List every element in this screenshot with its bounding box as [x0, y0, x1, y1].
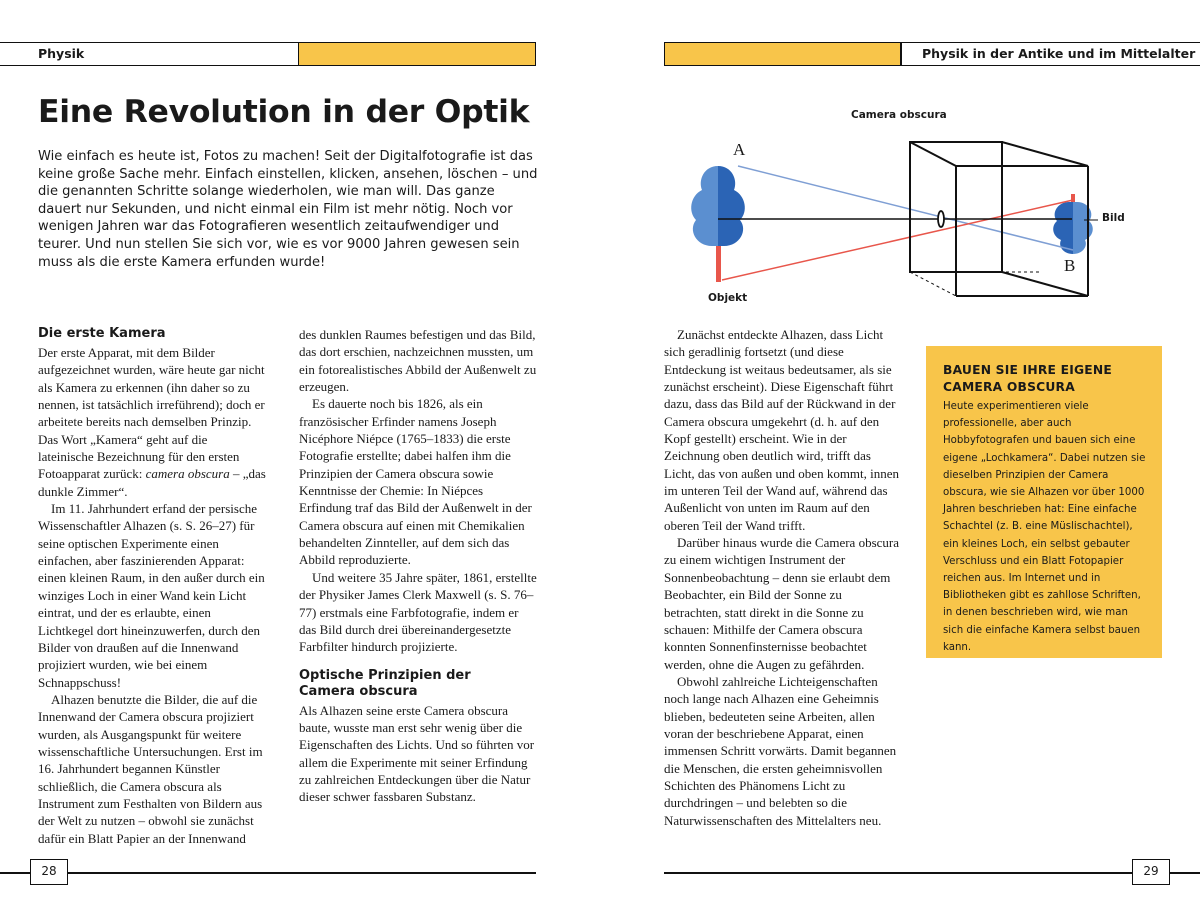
- info-box-title: BAUEN SIE IHRE EIGENE CAMERA OBSCURA: [943, 363, 1112, 394]
- header-left-yellow-bar: [298, 42, 536, 66]
- label-a: A: [733, 140, 746, 159]
- paragraph: Es dauerte noch bis 1826, als ein französischer Erfinder namens Joseph Nicéphore Niépce (1765–1833) die erste Fotografie erstellte; dabei halfen ihm die Prinzipien der Camera obscura sowie Kenntnisse der Chemie: In Niépces Erfindung traf das Bild der Außenwelt in der Camera obscura auf einen mit Chemikalien behandelten Zinnteller, auf dem sich das Abbild reproduzierte.: [299, 396, 532, 568]
- footer-rule-left: [0, 872, 536, 874]
- tree-trunk: [716, 240, 721, 282]
- column-1: [38, 326, 266, 847]
- paragraph: Darüber hinaus wurde die Camera obscura zu einem wichtigen Instrument der Sonnenbeobachtung – denn sie erlaubt dem Beobachter, ein Bild der Sonne zu betrachten, statt direkt in die Sonne zu schauen: Mithilfe der Camera obscura konnten Sonnenfinsternisse beobachtet werden, ohne die Augen zu gefährden.: [664, 535, 899, 672]
- paragraph: Der erste Apparat, mit dem Bilder aufgezeichnet wurden, wäre heute gar nicht als Kamera zu erkennen (ihn daher so zu nennen, ist tatsächlich irreführend); doch er arbeitete bereits nach demselben Prinzip. Das Wort „Kamera“ geht auf die lateinische Bezeichnung für den ersten Fotoapparat zurück: camera obscura – „das dunkle Zimmer“.: [38, 345, 266, 499]
- heading-optical-principles: Optische Prinzipien der Camera obscura: [299, 667, 471, 699]
- section-label: Physik: [38, 46, 85, 61]
- paragraph: Und weitere 35 Jahre später, 1861, erstellte der Physiker James Clerk Maxwell (s. S. 76–77) erstmals eine Farbfotografie, indem er das Bild durch drei übereinandergesetzte Farbfilter hindurch projizierte.: [299, 569, 537, 655]
- header-left-label-box: [0, 42, 300, 66]
- diagram-title: Camera obscura: [851, 109, 947, 121]
- paragraph: Obwohl zahlreiche Lichteigenschaften noch lange nach Alhazen eine Geheimnis blieben, bedeuteten seine Arbeiten, allen voran der beschriebene Apparat, einen immensen Schritt vorwärts. Damit begannen die Menschen, die ersten geheimnisvollen Schichten des Phänomens Licht zu durchdringen – und belebten so die Naturwissenschaften des Mittelalters neu.: [664, 673, 897, 828]
- column-1-text: [38, 344, 266, 847]
- page-number-right: 29: [1132, 859, 1170, 885]
- column-2: [299, 326, 537, 806]
- intro-paragraph: Wie einfach es heute ist, Fotos zu machen! Seit der Digitalfotografie ist das keine große Sache mehr. Einfach einstellen, klicken, ansehen, löschen – und die genannten Schritte solange wiederholen, wie man will. Das ganze dauert nur Sekunden, und nicht einmal ein Film ist mehr nötig. Noch vor wenigen Jahren war das Fotografieren wesentlich zeitaufwendiger und teurer. Und nun stellen Sie sich vor, wie es vor 9000 Jahren gewesen sein muss als die erste Kamera erfunden wurde!: [38, 149, 538, 270]
- paragraph: Im 11. Jahrhundert erfand der persische Wissenschaftler Alhazen (s. S. 26–27) für seine optischen Experimente einen einfachen, aber faszinierenden Apparat: einen kleinen Raum, in den außer durch ein winziges Loch in einer Wand kein Licht eintrat, und der es erlaubte, einen Lichtkegel dort hineinzuwerfen, durch den Bilder von draußen auf die Innenwand projiziert wurden, wie bei einem Schnappschuss!: [38, 501, 265, 690]
- paragraph: Als Alhazen seine erste Camera obscura baute, wusste man erst sehr wenig über die Eigenschaften des Lichts. Und so führten vor allem die Experimente mit seiner Erfindung zu zahlreichen Entdeckungen über die Natur dieser schwer fassbaren Substanz.: [299, 702, 535, 805]
- chapter-label: Physik in der Antike und im Mittelalter: [922, 46, 1196, 61]
- column-3: [664, 326, 902, 829]
- column-2-text-b: [299, 702, 537, 806]
- heading-first-camera: Die erste Kamera: [38, 326, 166, 341]
- paragraph: Alhazen benutzte die Bilder, die auf die Innenwand der Camera obscura projiziert wurden, als Ausgangspunkt für weitere wissenschaftliche Untersuchungen. Erst im 16. Jahrhundert begannen Künstler schließlich, die Camera obscura als Instrument zum Festhalten von Bildern aus der Welt zu nutzen – obwohl sie zunächst dafür ein Blatt Papier an der Innenwand: [38, 691, 263, 846]
- red-ray: [722, 200, 1076, 280]
- info-box-text: Heute experimentieren viele professionelle, aber auch Hobbyfotografen und bauen sich eine eigene „Lochkamera“. Dabei nutzen sie dieselben Prinzipien der Camera obscura, wie sie Alhazen vor über 1000 Jahren beschrieben hat: Eine einfache Schachtel (z. B. eine Müslischachtel), ein kleines Loch, ein selbst gebauter Verschluss und ein Blatt Fotopapier reichen aus. Im Internet und in Bibliotheken gibt es zahllose Schriften, in denen beschrieben wird, wie man sich die einfache Kamera selbst bauen kann.: [943, 401, 1146, 653]
- header-right-yellow-bar: [664, 42, 902, 66]
- label-bild: Bild: [1102, 212, 1125, 224]
- column-3-text: [664, 326, 902, 829]
- footer-rule-right: [664, 872, 1200, 874]
- column-2-text: [299, 326, 537, 656]
- page-number-left: 28: [30, 859, 68, 885]
- label-b: B: [1064, 256, 1076, 275]
- header-right-label-box: [900, 42, 1200, 66]
- pinhole: [938, 211, 944, 227]
- page-title: Eine Revolution in der Optik: [38, 94, 530, 130]
- paragraph: des dunklen Raumes befestigen und das Bild, das dort erschien, nachzeichnen mussten, um ein fotorealistisches Abbild der Außenwelt zu erzeugen.: [299, 327, 537, 395]
- label-objekt: Objekt: [708, 292, 748, 304]
- paragraph: Zunächst entdeckte Alhazen, dass Licht sich geradlinig fortsetzt (und diese Entdeckung ist weitaus bedeutsamer, als sie zunächst erscheint). Diese Eigenschaft führt dazu, dass das Bild auf der Rückwand in der Camera obscura umgekehrt (d. h. auf den Kopf gestellt) erscheint. Wie in der Zeichnung oben deutlich wird, trifft das Licht, das von außen und oben kommt, innen im unteren Teil der Wand auf, während das Außenlicht von unten im Raum auf den oberen Teil der Wand trifft.: [664, 327, 900, 533]
- info-box: [926, 346, 1162, 658]
- blue-ray: [738, 166, 1073, 250]
- camera-obscura-diagram: [660, 128, 1140, 310]
- tree-crown: [691, 166, 745, 246]
